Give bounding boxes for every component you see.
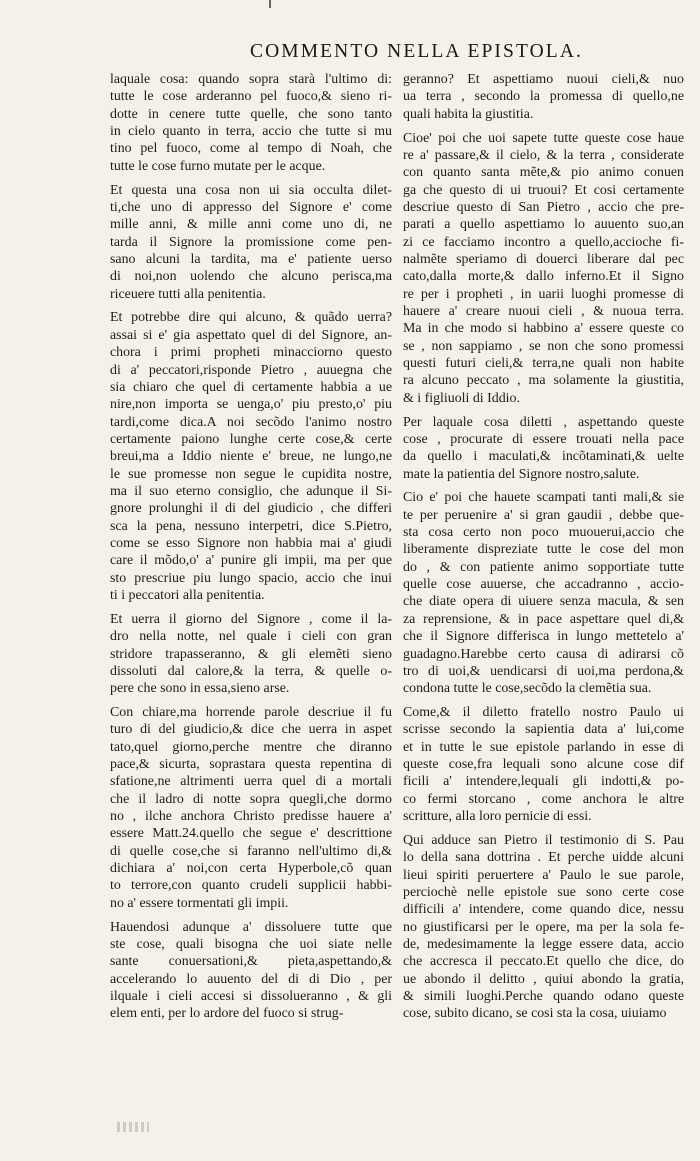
text-line: ilquale i cieli accesi si dissolueranno , & gli bbox=[110, 989, 392, 1005]
text-line: pace,& sicurta, soprastara questa repentina di bbox=[110, 757, 392, 773]
text-line: Ma in che modo si habbino a' essere queste co bbox=[403, 321, 684, 337]
text-line: tutte le cose arderanno pel fuoco,& sieno ri- bbox=[110, 89, 392, 105]
text-line: sca la pena, nessuno interpetri, dice S.Pietro, bbox=[110, 518, 392, 534]
text-line: lieui spiriti peruertere a' Paulo le sue parole, bbox=[403, 867, 684, 883]
text-line: con quanto santa mẽte,& pio animo conuen bbox=[403, 165, 684, 181]
text-line: mate la patientia del Signore nostro,salute. bbox=[403, 466, 640, 482]
text-line: perciochè nelle epistole sue sono certe cose bbox=[403, 884, 684, 900]
text-line: dro nella notte, nel quale i cieli con gran bbox=[110, 629, 392, 645]
ink-smudge bbox=[117, 1122, 149, 1132]
text-line: come se esso Signore non habbia mai a' giudi bbox=[110, 535, 392, 551]
text-line: cose , procurate di essere trouati nella pace bbox=[403, 431, 684, 447]
text-line: tino pel fuoco, come al tempo di Noah, che bbox=[110, 141, 392, 157]
text-line: lo della sana dottrina . Et perche uidde alcuni bbox=[403, 850, 684, 866]
text-line: che diate opera di uiuere senza macula, & sen bbox=[403, 594, 684, 610]
paragraph bbox=[403, 832, 684, 1023]
text-line: cose, subito dicano, se cosi sta la cosa, uiuiamo bbox=[403, 1006, 667, 1022]
text-line: se , non sappiamo , se non che sono promessi bbox=[403, 338, 684, 354]
text-line: no a' essere tormentati gli impii. bbox=[110, 895, 289, 911]
text-line: sano alcuni la tardita, ma e' patiente uerso bbox=[110, 251, 392, 267]
text-line: questi futuri cieli,& terra,ne quali non habite bbox=[403, 356, 684, 371]
text-line: stridore trapasseranno, & gli elemẽti sieno bbox=[110, 646, 392, 662]
text-line: tarda il Signore la promissione come pen- bbox=[110, 234, 392, 250]
paragraph bbox=[403, 130, 684, 408]
text-line: dichiara a' noi,con certa Hyperbole,cõ quan bbox=[110, 861, 392, 877]
paragraph bbox=[110, 182, 392, 303]
paragraph bbox=[110, 71, 392, 175]
text-line: guadagno.Harebbe certo causa di adirarsi cõ bbox=[403, 646, 684, 662]
text-line: laquale cosa: quando sopra starà l'ultimo di: bbox=[110, 72, 392, 87]
text-line: Cio e' poi che hauete scampati tanti mali,& sie bbox=[403, 490, 684, 506]
text-line: Et questa una cosa non ui sia occulta dilet- bbox=[110, 182, 392, 198]
text-line: co fermi storcano , come anchora le altre bbox=[403, 791, 684, 807]
text-line: Con chiare,ma horrende parole descriue il fu bbox=[110, 705, 392, 721]
paragraph bbox=[110, 309, 392, 604]
text-line: scrisse secondo la sapientia data a' lui,come bbox=[403, 722, 684, 738]
text-line: ti i peccatori alla penitentia. bbox=[110, 587, 265, 603]
text-line: parati a quello aspettiamo lo auuento suo,an bbox=[403, 217, 684, 233]
text-line: di noi,non uolendo che alcuno perisca,ma bbox=[110, 269, 392, 285]
text-line: Hauendosi adunque a' dissoluere tutte que bbox=[110, 919, 392, 935]
text-line: nire,non importa se uenga,o' piu presto,o' piu bbox=[110, 397, 392, 413]
text-line: accelerando lo auuento del di di Dio , per bbox=[110, 971, 392, 987]
text-line: to terrore,con quanto crudeli supplicii habbi- bbox=[110, 878, 392, 894]
text-line: ste cose, quali bisogna che uoi siate nelle bbox=[110, 937, 392, 952]
text-line: liberamente dispreziate tutte le cose del mon bbox=[403, 542, 684, 558]
text-line: scritture, alla loro pernicie di essi. bbox=[403, 809, 592, 825]
text-line: de, medesimamente la legge essere data, accio bbox=[403, 937, 684, 952]
text-line: Qui adduce san Pietro il testimonio di S. Pau bbox=[403, 832, 684, 848]
paragraph bbox=[110, 919, 392, 1023]
text-line: no giustificarsi per le opere, ma per la sola fe- bbox=[403, 919, 684, 935]
text-line: ra alcuno peccato , ma solamente la giustitia, bbox=[403, 373, 684, 389]
text-line: difficili a' intendere, come quando dice, nessu bbox=[403, 902, 684, 918]
text-line: sfatione,ne altrimenti uerra quel di a mortali bbox=[110, 774, 392, 790]
paragraph bbox=[110, 611, 392, 698]
paragraph bbox=[403, 704, 684, 825]
text-line: no , ilche anchora Christo predisse hauere a' bbox=[110, 809, 392, 825]
paragraph bbox=[110, 704, 392, 912]
text-line: riceuere tutti alla penitentia. bbox=[110, 286, 266, 302]
text-line: in cielo quanto in terra, accio che tutte si mu bbox=[110, 124, 392, 140]
paragraph bbox=[403, 489, 684, 697]
text-line: che il Signore differisca in lungo mettetelo a' bbox=[403, 629, 684, 645]
text-line: Cioe' poi che uoi sapete tutte queste cose haue bbox=[403, 130, 684, 146]
text-line: sta cosa certo non poco muouerui,accio che bbox=[403, 525, 684, 541]
text-line: le sue promesse non segue le cupidita nostre, bbox=[110, 466, 392, 482]
text-line: da quello i maculati,& incõtaminati,& uelte bbox=[403, 449, 684, 465]
text-line: dotte in cenere tutte quelle, che sono tanto bbox=[110, 106, 392, 122]
text-line: sante conuersationi,& pieta,aspettando,& bbox=[110, 954, 392, 970]
text-line: Et potrebbe dire qui alcuno, & quãdo uerra? bbox=[110, 310, 392, 326]
text-line: di a' peccatori,risponde Pietro , auuegna che bbox=[110, 362, 392, 378]
text-line: assai si e' gia aspettato quel di del Signore, an- bbox=[110, 327, 392, 343]
text-line: ue abondo il delitto , quiui abondo la gratia, bbox=[403, 971, 684, 987]
text-line: re a' passare,& il cielo, & la terra , considerate bbox=[403, 147, 684, 163]
margin-mark bbox=[269, 0, 271, 8]
text-line: di quelle cose,che si faranno nell'ultimo di,& bbox=[110, 843, 392, 859]
text-line: mille anni, & mille anni come uno di, ne bbox=[110, 217, 392, 233]
text-line: tato,quel giorno,perche mentre che diranno bbox=[110, 739, 392, 755]
text-line: sia chiaro che quel di certamente habbia a ue bbox=[110, 379, 392, 395]
text-line: care il mõdo,o' a' punire gli impii, ma per que bbox=[110, 553, 392, 569]
text-line: re per i propheti , in uarii luoghi promesse di bbox=[403, 286, 684, 302]
text-line: hauere a' creare nuoui cieli , & nuoua terra. bbox=[403, 303, 684, 319]
text-line: che accresca il peccato.Et quello che dice, do bbox=[403, 954, 684, 970]
text-line: do , & con patiente animo sopportiate tutte bbox=[403, 559, 684, 575]
text-line: quali habita la giustitia. bbox=[403, 106, 534, 122]
text-line: cato,dalla morte,& dallo inferno.Et il Signo bbox=[403, 269, 684, 285]
text-line: Come,& il diletto fratello nostro Paulo ui bbox=[403, 705, 684, 721]
text-line: turo di del giudicio,& dice che uerra in aspet bbox=[110, 722, 392, 738]
text-line: che il ladro di notte sopra quegli,che dormo bbox=[110, 791, 392, 807]
text-line: descriue questo di San Pietro , accio che pre- bbox=[403, 199, 684, 215]
text-line: certamente paiono lunghe certe cose,& certe bbox=[110, 431, 392, 447]
text-line: quelle cose auuerse, che accadranno , accio- bbox=[403, 577, 684, 593]
text-line: te per peruenire a' si gran gaudii , debbe que- bbox=[403, 507, 684, 523]
text-line: gnore prolunghi il di del giudicio , che differi bbox=[110, 501, 392, 517]
text-line: sto prescriue piu lungo spacio, accio che inui bbox=[110, 570, 392, 586]
text-line: tutte le cose furno mutate per le acque. bbox=[110, 158, 326, 174]
text-line: tardi,come dica.A noi secõdo l'animo nostro bbox=[110, 414, 392, 430]
text-line: geranno? Et aspettiamo nuoui cieli,& nuo bbox=[403, 72, 684, 87]
text-line: nalmẽte speriamo di douerci liberare dal pec bbox=[403, 251, 684, 267]
text-line: dissoluti dal calore,& la terra, & quelle o- bbox=[110, 663, 392, 679]
text-line: Per laquale cosa diletti , aspettando queste bbox=[403, 414, 684, 430]
running-head: COMMENTO NELLA EPISTOLA. bbox=[250, 41, 583, 62]
text-line: chora i primi propheti minacciorno questo bbox=[110, 345, 392, 361]
text-line: ficili a' intendere,lequali gli indotti,& po- bbox=[403, 774, 684, 790]
text-line: Et uerra il giorno del Signore , come il la- bbox=[110, 611, 392, 627]
text-line: ua terra , secondo la promessa di quello,ne bbox=[403, 89, 684, 105]
right-column bbox=[403, 71, 684, 1029]
text-line: et in tutte le sue epistole parlando in esse di bbox=[403, 739, 684, 755]
text-line: breui,ma a Iddio niente e' breue, ne lungo,ne bbox=[110, 449, 392, 465]
text-line: elem enti, per lo ardore del fuoco si strug- bbox=[110, 1006, 344, 1022]
paragraph bbox=[403, 71, 684, 123]
text-line: queste cose,fra lequali sono alcune cose dif bbox=[403, 757, 684, 773]
text-line: za reprensione, & in pace aspettare quel di,& bbox=[403, 611, 684, 627]
text-line: ti,che uno di appresso del Signore e' come bbox=[110, 199, 392, 215]
text-line: ma il suo eterno consiglio, che adunque il Si- bbox=[110, 483, 392, 499]
text-line: condona tutte le cose,secõdo la clemẽtia sua. bbox=[403, 681, 652, 697]
text-line: & i figliuoli di Iddio. bbox=[403, 390, 520, 406]
left-column bbox=[110, 71, 392, 1029]
text-line: essere Matt.24.quello che segue e' descrittione bbox=[110, 826, 392, 842]
paragraph bbox=[403, 414, 684, 483]
text-line: ga che questo di ui truoui? Et cosi certamente bbox=[403, 182, 684, 198]
text-line: pere che sono in essa,sieno arse. bbox=[110, 681, 290, 697]
text-line: & simili luoghi.Perche quando odano queste bbox=[403, 989, 684, 1005]
text-line: tro di uoi,& uendicarsi di uoi,ma perdona,& bbox=[403, 663, 684, 679]
text-line: zi ce facciamo incontro a quello,accioche fi- bbox=[403, 234, 684, 250]
